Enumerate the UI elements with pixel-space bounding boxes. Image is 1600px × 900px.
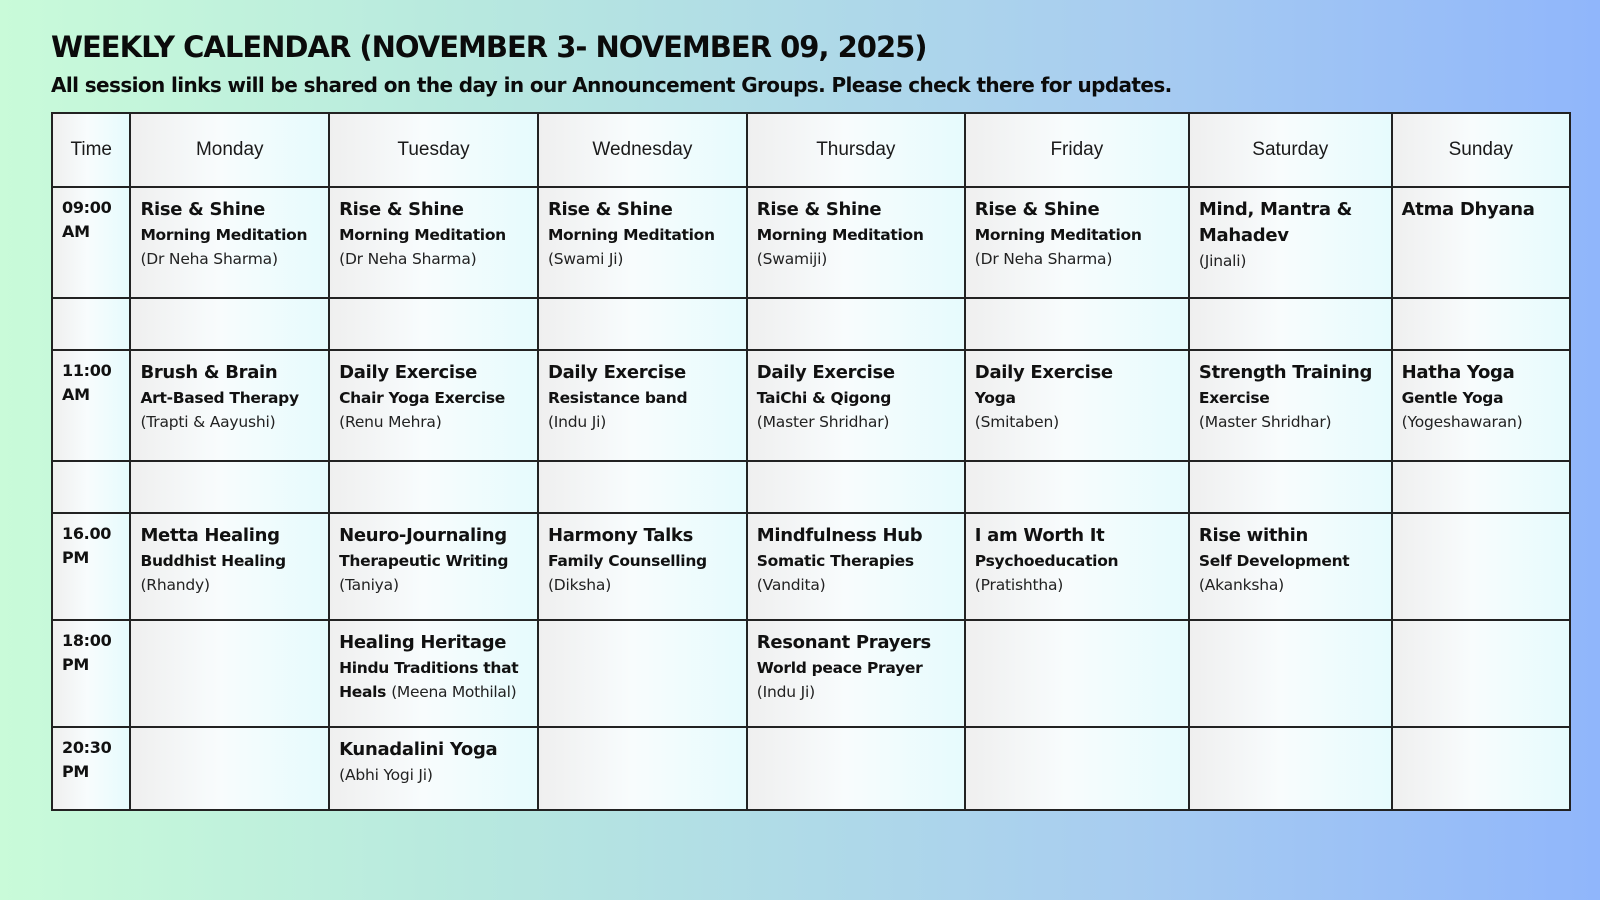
spacer-row [52, 461, 1570, 513]
session-title: Strength Training [1198, 362, 1373, 383]
session-host: (Indu Ji) [547, 413, 607, 431]
table-row [52, 620, 1570, 727]
empty-cell [747, 298, 965, 350]
header-row [52, 113, 1570, 187]
session-host: (Master Shridhar) [1198, 413, 1332, 431]
empty-cell [1392, 461, 1570, 513]
session-subtitle: TaiChi & Qigong [756, 389, 892, 407]
session-cell [965, 350, 1189, 461]
session-subtitle-continued: Heals (Meena Mothilal) [339, 683, 517, 701]
empty-cell [52, 461, 130, 513]
session-cell [1392, 350, 1570, 461]
column-header-tuesday: Tuesday [329, 113, 538, 187]
table-row [52, 187, 1570, 298]
empty-cell [747, 727, 965, 810]
session-subtitle: Exercise [1198, 389, 1270, 407]
session-cell [965, 513, 1189, 620]
empty-cell [1189, 620, 1392, 727]
session-subtitle: Buddhist Healing [140, 552, 286, 570]
session-subtitle: Gentle Yoga [1401, 389, 1504, 407]
session-title: Rise & Shine [140, 199, 265, 220]
spacer-row [52, 298, 1570, 350]
session-cell [965, 187, 1189, 298]
session-cell [329, 727, 538, 810]
session-subtitle: Morning Meditation [756, 226, 924, 244]
session-host: (Yogeshawaran) [1401, 413, 1523, 431]
column-header-thursday: Thursday [747, 113, 965, 187]
column-header-saturday: Saturday [1189, 113, 1392, 187]
session-host: (Master Shridhar) [756, 413, 890, 431]
session-subtitle: Family Counselling [547, 552, 707, 570]
empty-cell [52, 298, 130, 350]
session-host: (Taniya) [339, 576, 399, 594]
column-header-friday: Friday [965, 113, 1189, 187]
column-header-time: Time [52, 113, 130, 187]
session-subtitle: World peace Prayer [756, 659, 923, 677]
session-title: Mind, Mantra & Mahadev [1198, 199, 1353, 246]
session-host: (Akanksha) [1198, 576, 1285, 594]
empty-cell [130, 620, 329, 727]
session-host: (Meena Mothilal) [391, 683, 517, 701]
session-title: Daily Exercise [339, 362, 478, 383]
session-cell [538, 513, 747, 620]
session-cell [130, 513, 329, 620]
session-cell [747, 187, 965, 298]
session-subtitle: Resistance band [547, 389, 688, 407]
session-host: (Smitaben) [974, 413, 1059, 431]
session-title: Harmony Talks [547, 525, 694, 546]
weekly-calendar-table [51, 112, 1571, 811]
empty-cell [130, 298, 329, 350]
empty-cell [965, 620, 1189, 727]
session-subtitle: Yoga [974, 389, 1016, 407]
session-subtitle: Hindu Traditions that [339, 659, 519, 677]
session-title: Healing Heritage [339, 632, 507, 653]
session-cell [329, 187, 538, 298]
session-cell [1189, 350, 1392, 461]
session-title: Rise & Shine [547, 199, 673, 220]
session-host: (Swamiji) [756, 250, 828, 268]
session-subtitle: Self Development [1198, 552, 1350, 570]
time-slot: 16.00 PM [52, 513, 130, 620]
session-cell [747, 620, 965, 727]
empty-cell [1392, 513, 1570, 620]
session-host: (Dr Neha Sharma) [974, 250, 1113, 268]
session-title: Rise & Shine [974, 199, 1100, 220]
session-subtitle: Chair Yoga Exercise [339, 389, 505, 407]
empty-cell [130, 461, 329, 513]
session-host: (Dr Neha Sharma) [140, 250, 278, 268]
session-cell [747, 513, 965, 620]
empty-cell [1189, 461, 1392, 513]
session-title: Rise & Shine [756, 199, 882, 220]
session-subtitle: Therapeutic Writing [339, 552, 509, 570]
session-cell [538, 187, 747, 298]
time-slot: 11:00 AM [52, 350, 130, 461]
session-cell [329, 350, 538, 461]
session-cell [1392, 187, 1570, 298]
empty-cell [747, 461, 965, 513]
session-title: Daily Exercise [756, 362, 895, 383]
session-subtitle: Morning Meditation [974, 226, 1142, 244]
session-cell [538, 350, 747, 461]
empty-cell [965, 727, 1189, 810]
page-subtitle: All session links will be shared on the day in our Announcement Groups. Please check there for updates. [51, 73, 1172, 97]
session-host: (Swami Ji) [547, 250, 624, 268]
table-row [52, 350, 1570, 461]
session-title: Kunadalini Yoga [339, 739, 498, 760]
session-title: Rise & Shine [339, 199, 464, 220]
empty-cell [965, 298, 1189, 350]
session-host: (Renu Mehra) [339, 413, 442, 431]
session-title: Atma Dhyana [1401, 199, 1535, 220]
empty-cell [1189, 298, 1392, 350]
session-cell [1189, 187, 1392, 298]
session-host: (Dr Neha Sharma) [339, 250, 477, 268]
session-title: Mindfulness Hub [756, 525, 923, 546]
table-row [52, 513, 1570, 620]
empty-cell [1392, 727, 1570, 810]
time-slot: 09:00 AM [52, 187, 130, 298]
session-cell [130, 350, 329, 461]
time-slot: 18:00 PM [52, 620, 130, 727]
session-cell [1189, 513, 1392, 620]
empty-cell [130, 727, 329, 810]
session-title: Daily Exercise [547, 362, 686, 383]
session-subtitle: Somatic Therapies [756, 552, 914, 570]
session-title: Neuro-Journaling [339, 525, 507, 546]
session-title: I am Worth It [974, 525, 1105, 546]
session-cell [329, 513, 538, 620]
session-title: Daily Exercise [974, 362, 1113, 383]
column-header-wednesday: Wednesday [538, 113, 747, 187]
session-host: (Indu Ji) [756, 683, 815, 701]
session-title: Brush & Brain [140, 362, 278, 383]
session-cell [329, 620, 538, 727]
empty-cell [538, 727, 747, 810]
session-host: (Abhi Yogi Ji) [339, 766, 433, 784]
session-title: Resonant Prayers [756, 632, 931, 653]
session-host: (Diksha) [547, 576, 612, 594]
session-title: Hatha Yoga [1401, 362, 1515, 383]
empty-cell [538, 461, 747, 513]
session-title: Metta Healing [140, 525, 280, 546]
table-row [52, 727, 1570, 810]
session-subtitle: Morning Meditation [140, 226, 308, 244]
empty-cell [538, 298, 747, 350]
empty-cell [329, 461, 538, 513]
session-host: (Vandita) [756, 576, 826, 594]
session-host: (Pratishtha) [974, 576, 1064, 594]
session-cell [747, 350, 965, 461]
empty-cell [965, 461, 1189, 513]
column-header-monday: Monday [130, 113, 329, 187]
session-cell [130, 187, 329, 298]
session-subtitle: Morning Meditation [339, 226, 506, 244]
session-subtitle: Art-Based Therapy [140, 389, 299, 407]
empty-cell [1392, 620, 1570, 727]
column-header-sunday: Sunday [1392, 113, 1570, 187]
empty-cell [329, 298, 538, 350]
session-subtitle: Psychoeducation [974, 552, 1119, 570]
session-host: (Trapti & Aayushi) [140, 413, 276, 431]
session-subtitle: Morning Meditation [547, 226, 715, 244]
time-slot: 20:30 PM [52, 727, 130, 810]
empty-cell [1189, 727, 1392, 810]
session-title: Rise within [1198, 525, 1309, 546]
session-host: (Rhandy) [140, 576, 210, 594]
session-host: (Jinali) [1198, 252, 1247, 270]
empty-cell [538, 620, 747, 727]
page-title: WEEKLY CALENDAR (NOVEMBER 3- NOVEMBER 09, 2025) [51, 30, 927, 64]
empty-cell [1392, 298, 1570, 350]
